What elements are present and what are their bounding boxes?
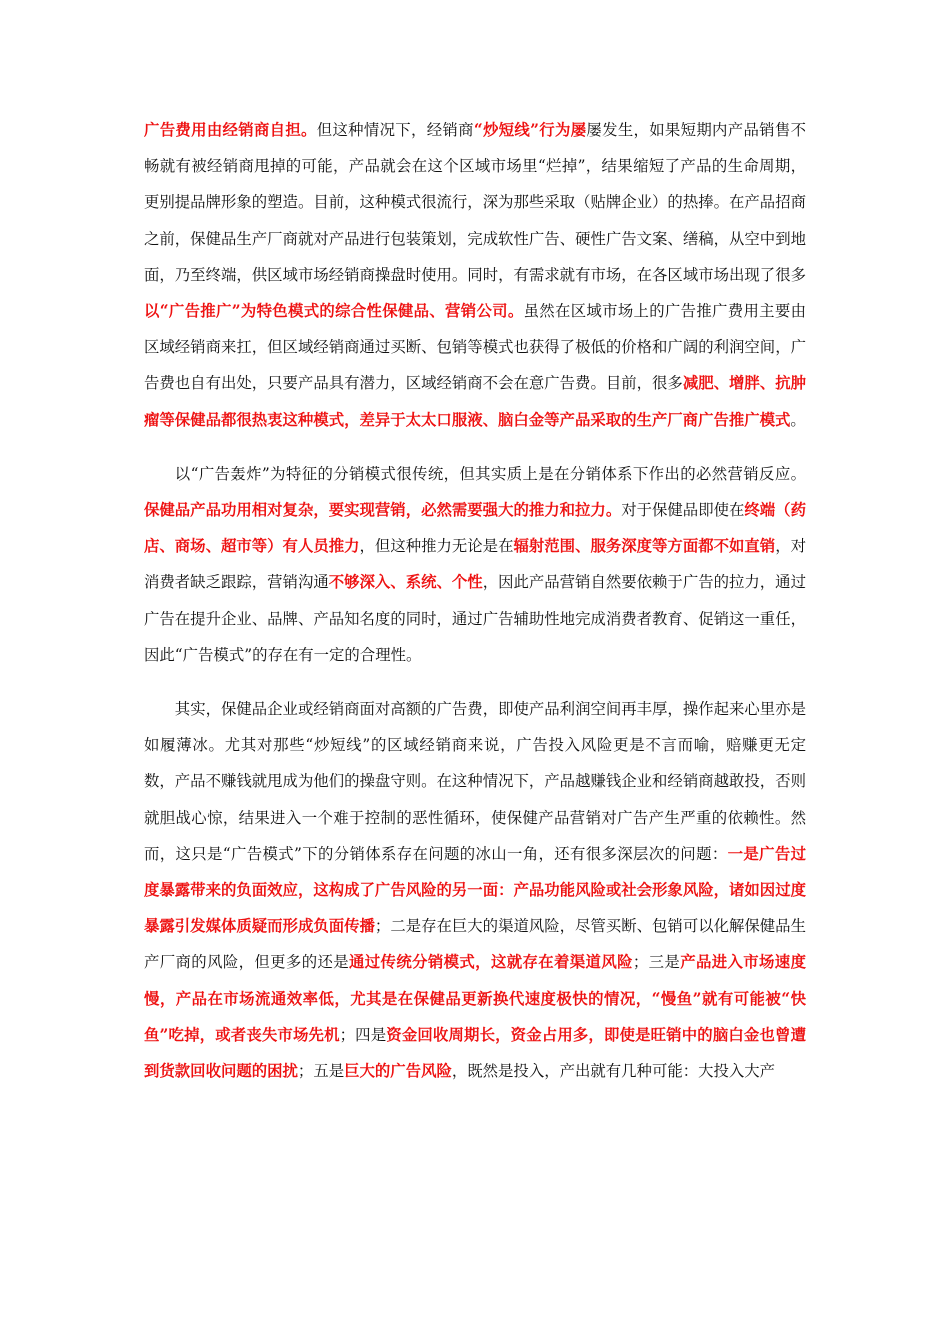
text-run: 广告费用由经销商自担。 xyxy=(144,121,317,139)
text-run: 屡发生，如果短期内产品销售不畅就有被经销商甩掉的可能，产品就会在这个区域市场里“烂掉”，结果缩短了产品的生命周期，更别提品牌形象的塑造。目前，这种模式很流行，深为那些采取（贴牌企业）的热捧。在产品招商之前，保健品生产厂商就对产品进行包装策划，完成软性广告、硬性广告文案、缮稿，从空中到地面，乃至终端，供区域市场经销商操盘时使用。同时，有需求就有市场，在各区域市场出现了很多 xyxy=(144,121,806,284)
text-run: 巨大的广告风险 xyxy=(344,1062,452,1081)
paragraph-2 xyxy=(144,456,806,673)
text-run: ；二是存在巨大的渠道风险，尽管买断、包销可以化解保健品生产厂商的风险，但更多的还是 xyxy=(144,917,806,972)
text-run: 以“广告推广”为特色模式的综合性保健品、营销公司。 xyxy=(144,302,524,321)
text-run: ，但这种推力无论是在 xyxy=(359,537,514,556)
text-run: ，既然是投入，产出就有几种可能：大投入大产 xyxy=(451,1062,776,1081)
text-run: 资金回收周期长，资金占用多，即使是旺销中的脑白金也曾遭到货款回收问题的困扰 xyxy=(144,1025,806,1081)
text-run: 但这种情况下，经销商 xyxy=(316,121,474,139)
text-run: 一是广告过度暴露带来的负面效应，这构成了广告风险的另一面：产品功能风险或社会形象风险，诸如因过度暴露引发媒体质疑而形成负面传播 xyxy=(144,844,806,936)
text-run: 以“广告轰炸”为特征的分销模式很传统，但其实质上是在分销体系下作出的必然营销反应。 xyxy=(174,464,806,483)
text-run: 终端（药店、商场、超市等）有人员推力 xyxy=(144,501,806,556)
text-run: 虽然在区域市场上的广告推广费用主要由区域经销商来扛，但区域经销商通过买断、包销等模式也获得了极低的价格和广阔的利润空间，广告费也自有出处，只要产品具有潜力，区域经销商不会在意广告费。目前，很多 xyxy=(144,302,806,393)
document-page xyxy=(144,112,806,1089)
text-run: 不够深入、系统、个性 xyxy=(328,573,483,592)
text-run: 减肥、增胖、抗肿瘤等保健品都很热衷这种模式，差异于太太口服液、脑白金等产品采取的生产厂商广告推广模式 xyxy=(144,374,806,429)
text-run: 保健品产品功用相对复杂，要实现营销，必然需要强大的推力和拉力。 xyxy=(144,501,622,520)
text-run: 辐射范围、服务深度等方面都不如直销 xyxy=(513,537,776,556)
text-run: “炒短线”行为屡 xyxy=(473,121,587,139)
text-run: ；五是 xyxy=(297,1062,345,1081)
text-run: 。 xyxy=(790,410,806,429)
text-run: ，因此产品营销自然要依赖于广告的拉力，通过广告在提升企业、品牌、产品知名度的同时，通过广告辅助性地完成消费者教育、促销这一重任，因此“广告模式”的存在有一定的合理性。 xyxy=(144,573,806,664)
text-run: 产品进入市场速度慢，产品在市场流通效率低，尤其是在保健品更新换代速度极快的情况，“慢鱼”就有可能被“快鱼”吃掉，或者丧失市场先机 xyxy=(144,953,806,1044)
paragraph-1 xyxy=(144,112,806,438)
text-run: 其实，保健品企业或经销商面对高额的广告费，即使产品利润空间再丰厚，操作起来心里亦是如履薄冰。尤其对那些“炒短线”的区域经销商来说，广告投入风险更是不言而喻，赔赚更无定数，产品不赚钱就甩成为他们的操盘守则。在这种情况下，产品越赚钱企业和经销商越敢投，否则就胆战心惊，结果进入一个难于控制的恶性循环，使保健产品营销对广告产生严重的依赖性。然而，这只是“广告模式”下的分销体系存在问题的冰山一角，还有很多深层次的问题： xyxy=(144,700,806,863)
text-run: 通过传统分销模式，这就存在着渠道风险 xyxy=(349,953,633,972)
paragraph-3 xyxy=(144,691,806,1089)
text-run: 对于保健品即使在 xyxy=(621,501,745,520)
text-run: ；四是 xyxy=(339,1025,387,1044)
text-run: ，对消费者缺乏跟踪，营销沟通 xyxy=(144,537,806,592)
text-run: ；三是 xyxy=(632,953,681,972)
